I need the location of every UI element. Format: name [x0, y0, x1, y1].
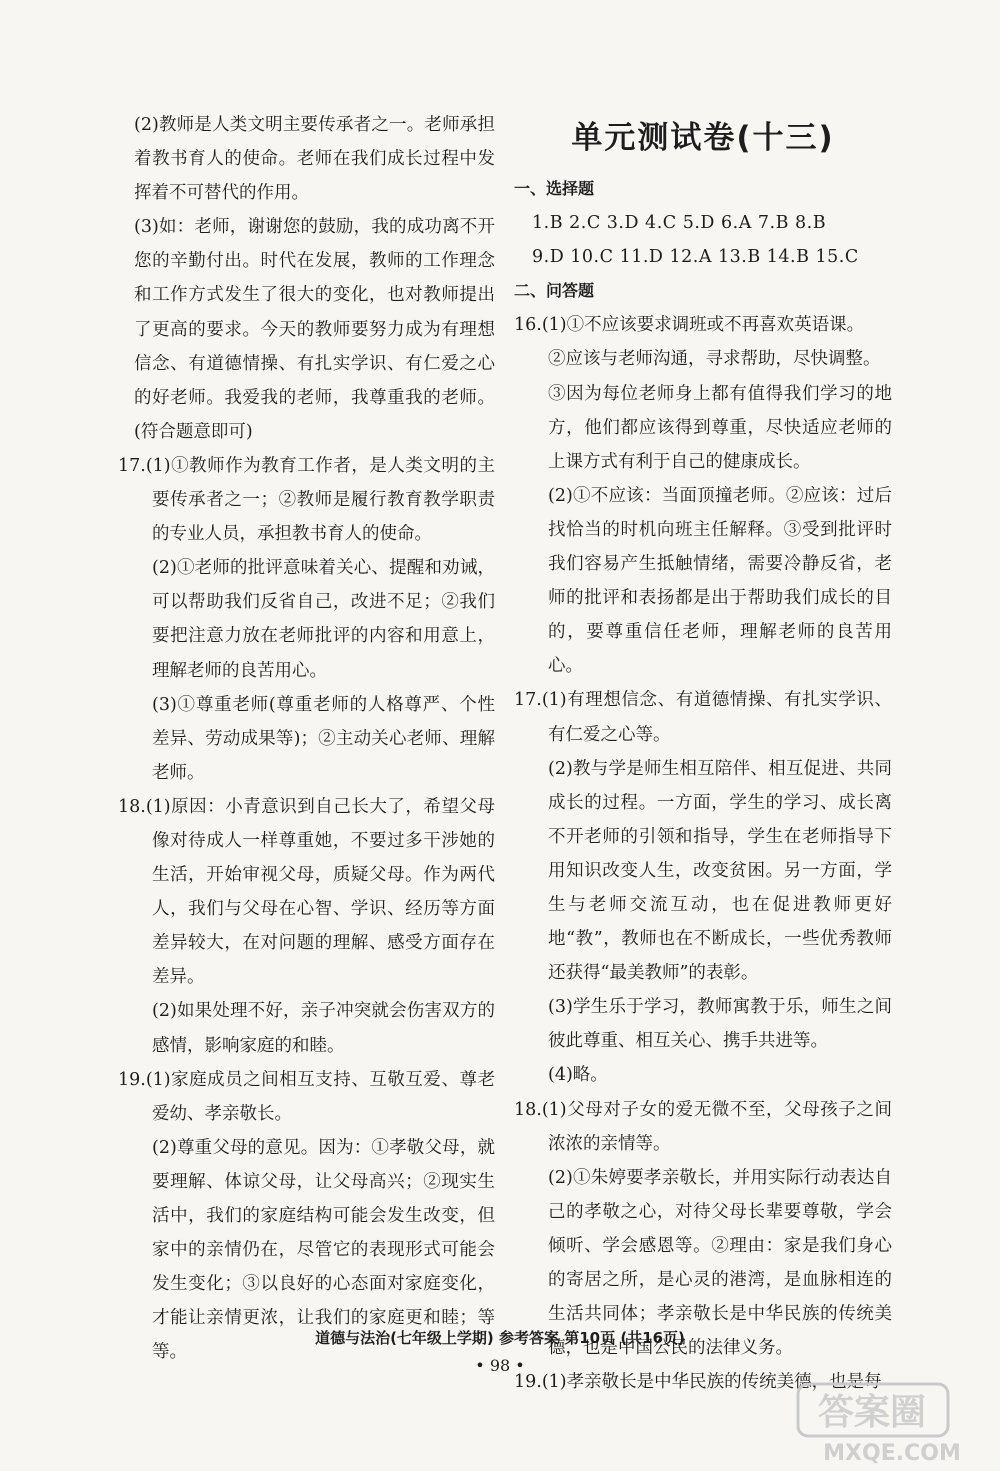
paragraph: (2)①不应该：当面顶撞老师。②应该：过后找恰当的时机向班主任解释。③受到批评时我们容易产生抵触情绪，需要冷静反省，老师的批评和表扬都是出于帮助我们成长的目的，要尊重信任老师，理解老师的良苦用心。: [548, 485, 892, 677]
section-heading-qa: 二、问答题: [514, 281, 595, 301]
paragraph: (3)学生乐于学习，教师寓教于乐，师生之间彼此尊重、相互关心、携手共进等。: [548, 997, 892, 1052]
left-column: [118, 108, 495, 1369]
choice-answers-row: 1.B 2.C 3.D 4.C 5.D 6.A 7.B 8.B: [532, 213, 827, 234]
paragraph: (3)如：老师，谢谢您的鼓励，我的成功离不开您的辛勤付出。时代在发展，教师的工作理念和工作方式发生了很大的变化，也对教师提出了更高的要求。今天的教师要努力成为有理想信念、有道德情操、有扎实学识、有仁爱之心的好老师。我爱我的老师，我尊重我的老师。(符合题意即可): [134, 217, 495, 442]
paragraph: (2)教与学是师生相互陪伴、相互促进、共同成长的过程。一方面，学生的学习、成长离不开老师的引领和指导，学生在老师指导下用知识改变人生，改变贫困。另一方面，学生与老师交流互动，也在促进教师更好地“教”，教师也在不断成长，一些优秀教师还获得“最美教师”的表彰。: [548, 758, 892, 984]
question-19-part-1: 19.(1)家庭成员之间相互支持、互敬互爱、尊老爱幼、孝亲敬长。: [118, 1069, 495, 1124]
choice-answers-row: 9.D 10.C 11.D 12.A 13.B 14.B 15.C: [532, 247, 859, 268]
section-heading-choice: 一、选择题: [514, 179, 595, 198]
paragraph: (2)①老师的批评意味着关心、提醒和劝诫，可以帮助我们反省自己，改进不足；②我们要把注意力放在老师批评的内容和用意上，理解老师的良苦用心。: [152, 558, 495, 681]
page-number: • 98 •: [475, 1356, 525, 1375]
page-footer: 道德与法治(七年级上学期) 参考答案 第10页 (共16页): [315, 1329, 685, 1347]
unit-test-title: 单元测试卷(十三): [571, 120, 835, 156]
paragraph: ③因为每位老师身上都有值得我们学习的地方，他们都应该得到尊重，尽快适应老师的上课方式有利于自己的健康成长。: [548, 383, 892, 472]
paragraph: (4)略。: [548, 1065, 608, 1086]
question-19-part-1: 19.(1)孝亲敬长是中华民族的传统美德，也是每: [514, 1372, 882, 1393]
right-column: [514, 108, 892, 1399]
paragraph: ②应该与老师沟通，寻求帮助，尽快调整。: [548, 349, 881, 370]
paragraph: (2)教师是人类文明主要传承者之一。老师承担着教书育人的使命。老师在我们成长过程中发挥着不可替代的作用。: [134, 115, 495, 204]
question-17-part-1: 17.(1)①教师作为教育工作者，是人类文明的主要传承者之一；②教师是履行教育教学职责的专业人员，承担教书育人的使命。: [118, 455, 495, 545]
paragraph: (2)①朱婷要孝亲敬长，并用实际行动表达自己的孝敬之心，对待父母长辈要尊敬，学会倾听、学会感恩等。②理由：家是我们身心的寄居之所，是心灵的港湾，是血脉相连的生活共同体；孝亲敬长是中华民族的传统美德，也是中国公民的法律义务。: [548, 1167, 892, 1359]
watermark-logo-text: 答案圈: [817, 1392, 927, 1433]
question-16-part-1: 16.(1)①不应该要求调班或不再喜欢英语课。: [514, 315, 865, 336]
paragraph: (2)尊重父母的意见。因为：①孝敬父母，就要理解、体谅父母，让父母高兴；②现实生活中，我们的家庭结构可能会发生改变，但家中的亲情仍在，尽管它的表现形式可能会发生变化；③以良好的心态面对家庭变化，才能让亲情更浓，让我们的家庭更和睦；等等。: [152, 1137, 495, 1363]
watermark-url: MXQE.COM: [823, 1441, 961, 1466]
question-18-part-1: 18.(1)父母对子女的爱无微不至，父母孩子之间浓浓的亲情等。: [514, 1099, 892, 1154]
question-18-part-1: 18.(1)原因：小青意识到自己长大了，希望父母像对待成人一样尊重她，不要过多干涉她的生活，开始审视父母，质疑父母。作为两代人，我们与父母在心智、学识、经历等方面差异较大，在对问题的理解、感受方面存在差异。: [118, 796, 495, 988]
watermark-logo: [792, 1380, 982, 1466]
paragraph: (3)①尊重老师(尊重老师的人格尊严、个性差异、劳动成果等)；②主动关心老师、理解老师。: [152, 694, 495, 783]
paragraph: (2)如果处理不好，亲子冲突就会伤害双方的感情，影响家庭的和睦。: [152, 1001, 495, 1056]
question-17-part-1: 17.(1)有理想信念、有道德情操、有扎实学识、有仁爱之心等。: [514, 690, 892, 745]
